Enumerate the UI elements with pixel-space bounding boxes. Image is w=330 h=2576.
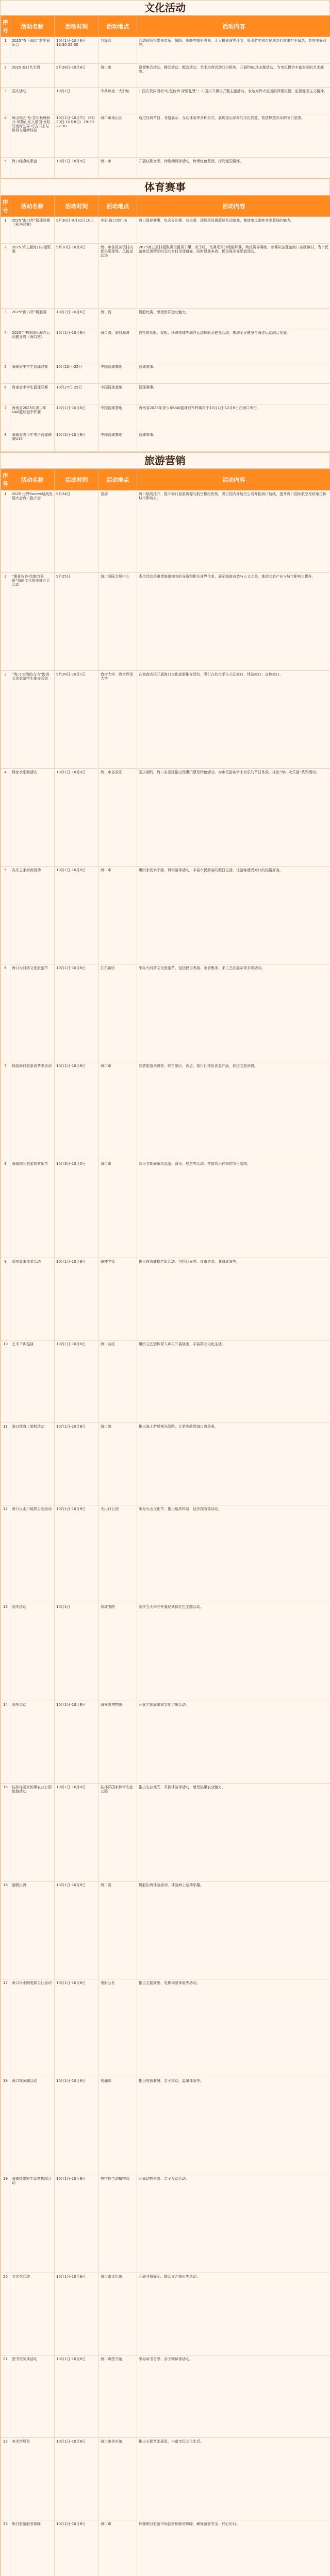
cell-place: 中国篮球基地	[99, 363, 137, 384]
cell-name: 艺术下乡巡演	[10, 1341, 55, 1423]
cell-no: 7	[1, 1062, 10, 1160]
cell-name: 2025“海口杯”篮球联赛（秋季联赛）	[10, 217, 55, 244]
cell-time: 10月1日-10月8日	[55, 2077, 99, 2175]
cell-time: 10月1日-10月8日	[55, 1701, 99, 1784]
table-row	[1, 1882, 330, 1979]
cell-content: 组织家庭亲子游、研学游等活动，丰富市民游客的假日生活，让游客感受海口的热情好客。	[137, 867, 330, 964]
cell-no: 14	[1, 1701, 10, 1784]
column-header-place: 活动地点	[99, 469, 137, 490]
cell-content: 本次活动将邀请海南知名的导游和相关业界代表，展示海南自然与人文之美，推动文旅产业与城市影响力提升。	[137, 573, 330, 671]
cell-no: 5	[1, 867, 10, 964]
cell-name: 海口冯小刚电影公社活动	[10, 1979, 55, 2077]
cell-place: 海口市	[99, 64, 137, 88]
header-row	[1, 196, 330, 217]
cell-place: 海口市	[99, 867, 137, 964]
table-row	[1, 2175, 330, 2273]
cell-time: 10月2日-10月8日	[55, 431, 99, 452]
cell-time: 9月28日-10月1日	[55, 671, 99, 769]
cell-name: 椰家欢乐游活动	[10, 769, 55, 867]
cell-no: 16	[1, 1882, 10, 1979]
cell-no: 18	[1, 2077, 10, 2175]
section-title: 旅游营销	[1, 452, 329, 469]
cell-time: 10月1日-10月8日	[55, 1505, 99, 1603]
cell-time: 10月1日-10月8日	[55, 1341, 99, 1423]
cell-no: 1	[1, 217, 10, 244]
cell-time: 10月1日-10月8日	[55, 1784, 99, 1882]
cell-time: 10月1日-10月8日	[55, 2175, 99, 2273]
cell-time: 10月1日-10月8日	[55, 964, 99, 1062]
cell-time: 10月1日-10月8日	[55, 1882, 99, 1979]
cell-place: 火山口公园	[99, 1505, 137, 1603]
table-row	[1, 404, 330, 431]
cell-content: 国庆当天举办升旗仪式和红色主题活动。	[137, 1603, 330, 1701]
cell-place: 香港	[99, 490, 137, 573]
cell-place: 骑楼老街	[99, 1258, 137, 1341]
cell-no: 1	[1, 37, 10, 64]
cell-name: 2025年中国国际海洋运动健身周（海口站）	[10, 329, 55, 363]
table-row	[1, 158, 330, 178]
table-row	[1, 1423, 330, 1505]
cell-content: 海口航线推介，推介海口旅游资源与航空枢纽优势，吸引国内外航空公司开拓海口航线，提升海口国际航空枢纽地位和城市影响力。	[137, 490, 330, 573]
cell-content: 海南省2025年青少年U40篮球冠军杯赛将于10月1日-12月6日在海口举行。	[137, 404, 330, 431]
cell-no: 5	[1, 363, 10, 384]
column-header-name: 活动名称	[10, 16, 55, 37]
cell-no: 4	[1, 769, 10, 867]
cell-name: 2025 第五届海口村超联赛	[10, 244, 55, 309]
cell-name: 海南国际旅游岛欢乐节	[10, 1160, 55, 1258]
cell-time: 10月1日-10月8日	[55, 2520, 99, 2576]
cell-name: 国庆活动	[10, 1701, 55, 1784]
cell-content: 帆船比赛，感受海洋运动魅力。	[137, 309, 330, 329]
cell-name: 游帆出海	[10, 1882, 55, 1979]
cell-time: 10月1日-10月8日	[55, 2438, 99, 2520]
cell-place: 海口市	[99, 1160, 137, 1258]
section-title: 文化活动	[1, 0, 329, 15]
cell-place: 海口湾、假日海滩	[99, 329, 137, 363]
cell-place: 海口市美术馆	[99, 2438, 137, 2520]
cell-time: 10月2日-10月6日	[55, 309, 99, 329]
cell-content: 设置集合活动、精品活动、配套活动、艺术培育活动四大板块，开展约61场主题活动，为市民提供丰富多彩的艺术盛宴。	[137, 64, 330, 88]
cell-content: 组织文艺团体深入乡村开展演出，丰富群众文化生活。	[137, 1341, 330, 1423]
cell-time: 10月1日-10月8日	[55, 867, 99, 964]
cell-place: 海口市	[99, 158, 137, 178]
cell-name: 桂林洋国家热带农业公园旅游活动	[10, 1784, 55, 1882]
table-row	[1, 37, 330, 64]
cell-no: 7	[1, 404, 10, 431]
table-row	[1, 2355, 330, 2438]
cell-name: 海南省青少年男子篮球联赛U15	[10, 431, 55, 452]
cell-no: 6	[1, 964, 10, 1062]
cell-time: 10月1日-10月8日	[55, 2273, 99, 2355]
cell-content: 包括皮划艇、桨板、沙滩排球等海洋运动体验及健身活动，推动全民健身与海洋运动融合发展。	[137, 329, 330, 363]
column-header-content: 活动内容	[137, 16, 330, 37]
column-header-content: 活动内容	[137, 196, 330, 217]
cell-no: 4	[1, 329, 10, 363]
cell-no: 2	[1, 244, 10, 309]
cell-content: 国庆期间，海口各景区推出优惠门票及特色活动，为市民游客带来欢乐的节日体验，推出“海口欢乐游”系列活动。	[137, 769, 330, 867]
cell-no: 2	[1, 64, 10, 88]
cell-name: “海口·大海的方向”海南文化旅游学生推介活动	[10, 671, 55, 769]
cell-content: 篮球赛事。	[137, 431, 330, 452]
cell-no: 4	[1, 114, 10, 158]
cell-no: 3	[1, 309, 10, 329]
cell-no: 1	[1, 490, 10, 573]
cell-name: 2025 世界Routes航线发展大会海口推介会	[10, 490, 55, 573]
cell-place: 海口市图书馆	[99, 2355, 137, 2438]
cell-content: 开展红歌合唱、诗歌朗诵等活动，传承红色基因，抒发爱国情怀。	[137, 158, 330, 178]
cell-place: 海口市琼山区	[99, 114, 137, 158]
cell-place: 中国篮球基地	[99, 431, 137, 452]
cell-time: 10月1日-10月8日	[55, 404, 99, 431]
cell-no: 23	[1, 2520, 10, 2576]
cell-content: 开展非遗展示、群众文艺演出等活动。	[137, 2273, 330, 2355]
cell-content: 推出主题演出、电影场景体验等活动。	[137, 1979, 330, 2077]
column-header-place: 活动地点	[99, 16, 137, 37]
cell-content: 推出夜游骑楼老街活动，包括灯光秀、夜市美食、非遗展演等。	[137, 1258, 330, 1341]
cell-name: 国庆活动	[10, 1603, 55, 1701]
cell-content: 海口篮球赛事，包含分区赛、总决赛，现场将设置篮球互动游戏，邀请市民游客共享篮球的魅力。	[137, 217, 330, 244]
table-row	[1, 329, 330, 363]
table-row	[1, 1979, 330, 2077]
cell-time: 10月27日-29日	[55, 384, 99, 404]
cell-content: 在海南高校开展海口文化旅游推介活动，吸引在校大学生关注海口、体验海口、宣传海口。	[137, 671, 330, 769]
table-row	[1, 671, 330, 769]
table-row	[1, 867, 330, 964]
cell-time: 10月22日-25日	[55, 363, 99, 384]
events-table	[1, 195, 330, 452]
cell-name: 假日旅游服务保障	[10, 2520, 55, 2576]
table-row	[1, 1505, 330, 1603]
table-row	[1, 88, 330, 114]
cell-content: 推出主题艺术展览，丰富市民文化生活。	[137, 2438, 330, 2520]
cell-place: 海口湾	[99, 309, 137, 329]
cell-no: 2	[1, 573, 10, 671]
cell-place: 电影公社	[99, 1979, 137, 2077]
cell-content: 推出度假套餐、亲子活动、温泉体验等。	[137, 2077, 330, 2175]
section-tourism	[0, 452, 330, 2576]
cell-content: 篮球赛事。	[137, 363, 330, 384]
table-row	[1, 217, 330, 244]
cell-time: 10月1日	[55, 1603, 99, 1701]
cell-no: 19	[1, 2175, 10, 2273]
cell-no: 13	[1, 1603, 10, 1701]
cell-content: 活动现场将带来音乐、舞蹈、歌曲等精彩表演，无人机表演等环节，吸引游客和市民朋友们前来打卡留念，共度美好时光。	[137, 37, 330, 64]
table-row	[1, 490, 330, 573]
cell-time: 10月1日-10月8日	[55, 1979, 99, 2077]
cell-time: 10月3日-10月5日	[55, 1160, 99, 1258]
table-row	[1, 1701, 330, 1784]
cell-name: 海口大河湾文化旅游节	[10, 964, 55, 1062]
cell-place: 江东新区	[99, 964, 137, 1062]
cell-content: 推出农业观光、采摘体验等活动，感受热带农业魅力。	[137, 1784, 330, 1882]
section-sports	[0, 179, 330, 452]
cell-place: 海口湾	[99, 1882, 137, 1979]
cell-time: 9月25日	[55, 573, 99, 671]
header-row	[1, 469, 330, 490]
cell-time: 10月1日-10月8日	[55, 329, 99, 363]
cell-place: 东坡书院	[99, 1603, 137, 1701]
cell-no: 5	[1, 158, 10, 178]
cell-place: 海南大学、海南师范大学	[99, 671, 137, 769]
table-row	[1, 1341, 330, 1423]
cell-content: 举办火山文化节，推出地质科普、徒步探险等活动。	[137, 1505, 330, 1603]
cell-place: 海口市各景区	[99, 769, 137, 867]
cell-place: 桂林洋国家热带农业公园	[99, 1784, 137, 1882]
header-row	[1, 16, 330, 37]
column-header-no: 序号	[1, 469, 10, 490]
table-row	[1, 114, 330, 158]
table-row	[1, 1258, 330, 1341]
cell-place: 华彩·海口湾广场	[99, 217, 137, 244]
column-header-name: 活动名称	[10, 469, 55, 490]
table-row	[1, 363, 330, 384]
cell-name: 海口湾海上游船活动	[10, 1423, 55, 1505]
cell-content: 推出海上游船观光线路，让游客欣赏海口湾美景。	[137, 1423, 330, 1505]
cell-name: 2025 海口艺术周	[10, 64, 55, 88]
cell-place: 热带野生动植物园	[99, 2175, 137, 2273]
cell-content: 通过经典节目、非遗展示、互动体验等多种形式，展现琼山深厚的文化底蕴，营造热烈欢乐的节日氛围。	[137, 114, 330, 158]
column-header-time: 活动时间	[55, 16, 99, 37]
table-row	[1, 1160, 330, 1258]
table-row	[1, 964, 330, 1062]
cell-place: 万绿园	[99, 37, 137, 64]
table-row	[1, 1062, 330, 1160]
cell-no: 8	[1, 1160, 10, 1258]
cell-name: 海南热带野生动植物园活动	[10, 2175, 55, 2273]
cell-no: 12	[1, 1505, 10, 1603]
cell-place: 海口市	[99, 2520, 137, 2576]
column-header-place: 活动地点	[99, 196, 137, 217]
cell-place: 海口各区	[99, 1341, 137, 1423]
cell-time: 9月28日-10月8日	[55, 64, 99, 88]
cell-name: 2025“春下海口”新甲辰乐会	[10, 37, 55, 64]
table-row	[1, 64, 330, 88]
table-row	[1, 2520, 330, 2576]
column-header-no: 序号	[1, 16, 10, 37]
table-row	[1, 2077, 330, 2175]
cell-no: 22	[1, 2438, 10, 2520]
column-header-no: 序号	[1, 196, 10, 217]
cell-content: 帆船出海体验活动，体验海上运动乐趣。	[137, 1882, 330, 1979]
table-row	[1, 1784, 330, 1882]
cell-no: 6	[1, 384, 10, 404]
cell-name: 图书馆阅读活动	[10, 2355, 55, 2438]
cell-no: 15	[1, 1784, 10, 1882]
table-row	[1, 244, 330, 309]
cell-content: 加强假日旅游市场监管和服务保障，确保游客安全、舒心出行。	[137, 2520, 330, 2576]
cell-place: 海口湾	[99, 1423, 137, 1505]
cell-time: 10月1日-10月8日	[55, 769, 99, 867]
cell-no: 17	[1, 1979, 10, 2077]
cell-content: 发放旅游消费券，联合景区、酒店、旅行社推出优惠产品，促进文旅消费。	[137, 1062, 330, 1160]
cell-time: 10月1日-10月8日	[55, 158, 99, 178]
table-row	[1, 769, 330, 867]
cell-name: 国庆周末夜游活动	[10, 1258, 55, 1341]
cell-place: 海南省博物馆	[99, 1701, 137, 1784]
table-row	[1, 1603, 330, 1701]
cell-place: 海口市各区各镇村内民俗足球场、民俗运动场	[99, 244, 137, 309]
cell-time: 10月1日-10月8日	[55, 1062, 99, 1160]
cell-no: 21	[1, 2355, 10, 2438]
cell-time: 10月1日-10月8日 19:30-22:30	[55, 37, 99, 64]
section-culture	[0, 0, 330, 179]
column-header-time: 活动时间	[55, 469, 99, 490]
cell-name: 2025“海口杯”帆船赛	[10, 309, 55, 329]
cell-time: 10月1日	[55, 88, 99, 114]
section-title: 体育赛事	[1, 179, 329, 195]
cell-time: 10月1日-10月8日	[55, 1258, 99, 1341]
cell-name: 海南省中学生篮球联赛	[10, 384, 55, 404]
cell-name: “椰景妆容·绘制力双语”海南文化旅游推介会活动	[10, 573, 55, 671]
cell-name: 宾乐之家海南活动	[10, 867, 55, 964]
cell-content: 欢乐节期间举办巡游、演出、展览等活动，营造欢乐祥和的节日氛围。	[137, 1160, 330, 1258]
cell-no: 8	[1, 431, 10, 452]
cell-time: 9月20日-10月8日	[55, 244, 99, 309]
table-row	[1, 309, 330, 329]
cell-place: 海口国际会展中心	[99, 573, 137, 671]
cell-name: 琼山镜艺·松·苦乐秋晚秋分-风物山东人情国·世纪的南海艺界·巧古书上与数码交融新体验	[10, 114, 55, 158]
cell-content: 1.国庆快闪活动“红色传承·深情礼赞”；2.国庆升旗仪式暨主题活动，表达对伟大祖国的深情祝福，弘扬爱国主义精神。	[137, 88, 330, 114]
cell-place: 观澜湖	[99, 2077, 137, 2175]
cell-place: 海口市文化馆	[99, 2273, 137, 2355]
cell-place: 中国篮球基地	[99, 384, 137, 404]
cell-place: 中国篮球基地	[99, 404, 137, 431]
cell-name: 海南省2025年青少年U40篮球冠军杯赛	[10, 404, 55, 431]
cell-no: 3	[1, 88, 10, 114]
cell-name: 海口观澜湖活动	[10, 2077, 55, 2175]
cell-no: 20	[1, 2273, 10, 2355]
table-row	[1, 2273, 330, 2355]
cell-time: 10月1日-10月7日（9月30日-10月8日）19:30-22:30	[55, 114, 99, 158]
cell-name: 海南省中学生篮球联赛	[10, 363, 55, 384]
column-header-time: 活动时间	[55, 196, 99, 217]
cell-content: 篮球赛事。	[137, 384, 330, 404]
table-row	[1, 431, 330, 452]
cell-no: 3	[1, 671, 10, 769]
cell-content: 举办大河湾文化旅游节，包括民俗表演、美食集市、手工艺品展示等多项活动。	[137, 964, 330, 1062]
cell-content: 举办读书分享、亲子阅读等活动。	[137, 2355, 330, 2438]
cell-place: 中共琼崖一大旧址	[99, 88, 137, 114]
table-row	[1, 384, 330, 404]
cell-no: 9	[1, 1258, 10, 1341]
cell-time: 10月1日-10月8日	[55, 2355, 99, 2438]
cell-no: 11	[1, 1423, 10, 1505]
cell-no: 10	[1, 1341, 10, 1423]
cell-content: 2025第五届村超联赛设置男子组、女子组，比赛采用分组循环赛、淘汰赛等赛制，参赛队伍覆盖海口各区镇村，为市民游客呈现精彩纷呈的乡村足球盛宴，同时设置美食、民俗展示等配套活动。	[137, 244, 330, 309]
cell-name: 国庆活动	[10, 88, 55, 114]
column-header-content: 活动内容	[137, 469, 330, 490]
cell-name: 海口火山口地质公园活动	[10, 1505, 55, 1603]
events-table	[1, 15, 330, 178]
cell-name: 美术馆展览	[10, 2438, 55, 2520]
table-row	[1, 573, 330, 671]
cell-name: 海口纯净红歌会	[10, 158, 55, 178]
cell-time: 9月24日	[55, 490, 99, 573]
cell-content: 开展主题展览和文化讲座活动。	[137, 1701, 330, 1784]
cell-content: 开展动物科普、亲子互动活动。	[137, 2175, 330, 2273]
events-table	[1, 469, 330, 2576]
table-row	[1, 2438, 330, 2520]
cell-name: 畅游海口旅游消费季活动	[10, 1062, 55, 1160]
cell-place: 海口市	[99, 1062, 137, 1160]
column-header-name: 活动名称	[10, 196, 55, 217]
cell-name: 文化馆活动	[10, 2273, 55, 2355]
cell-time: 10月1日-10月8日	[55, 1423, 99, 1505]
cell-time: 9月30日-9月31日10日	[55, 217, 99, 244]
